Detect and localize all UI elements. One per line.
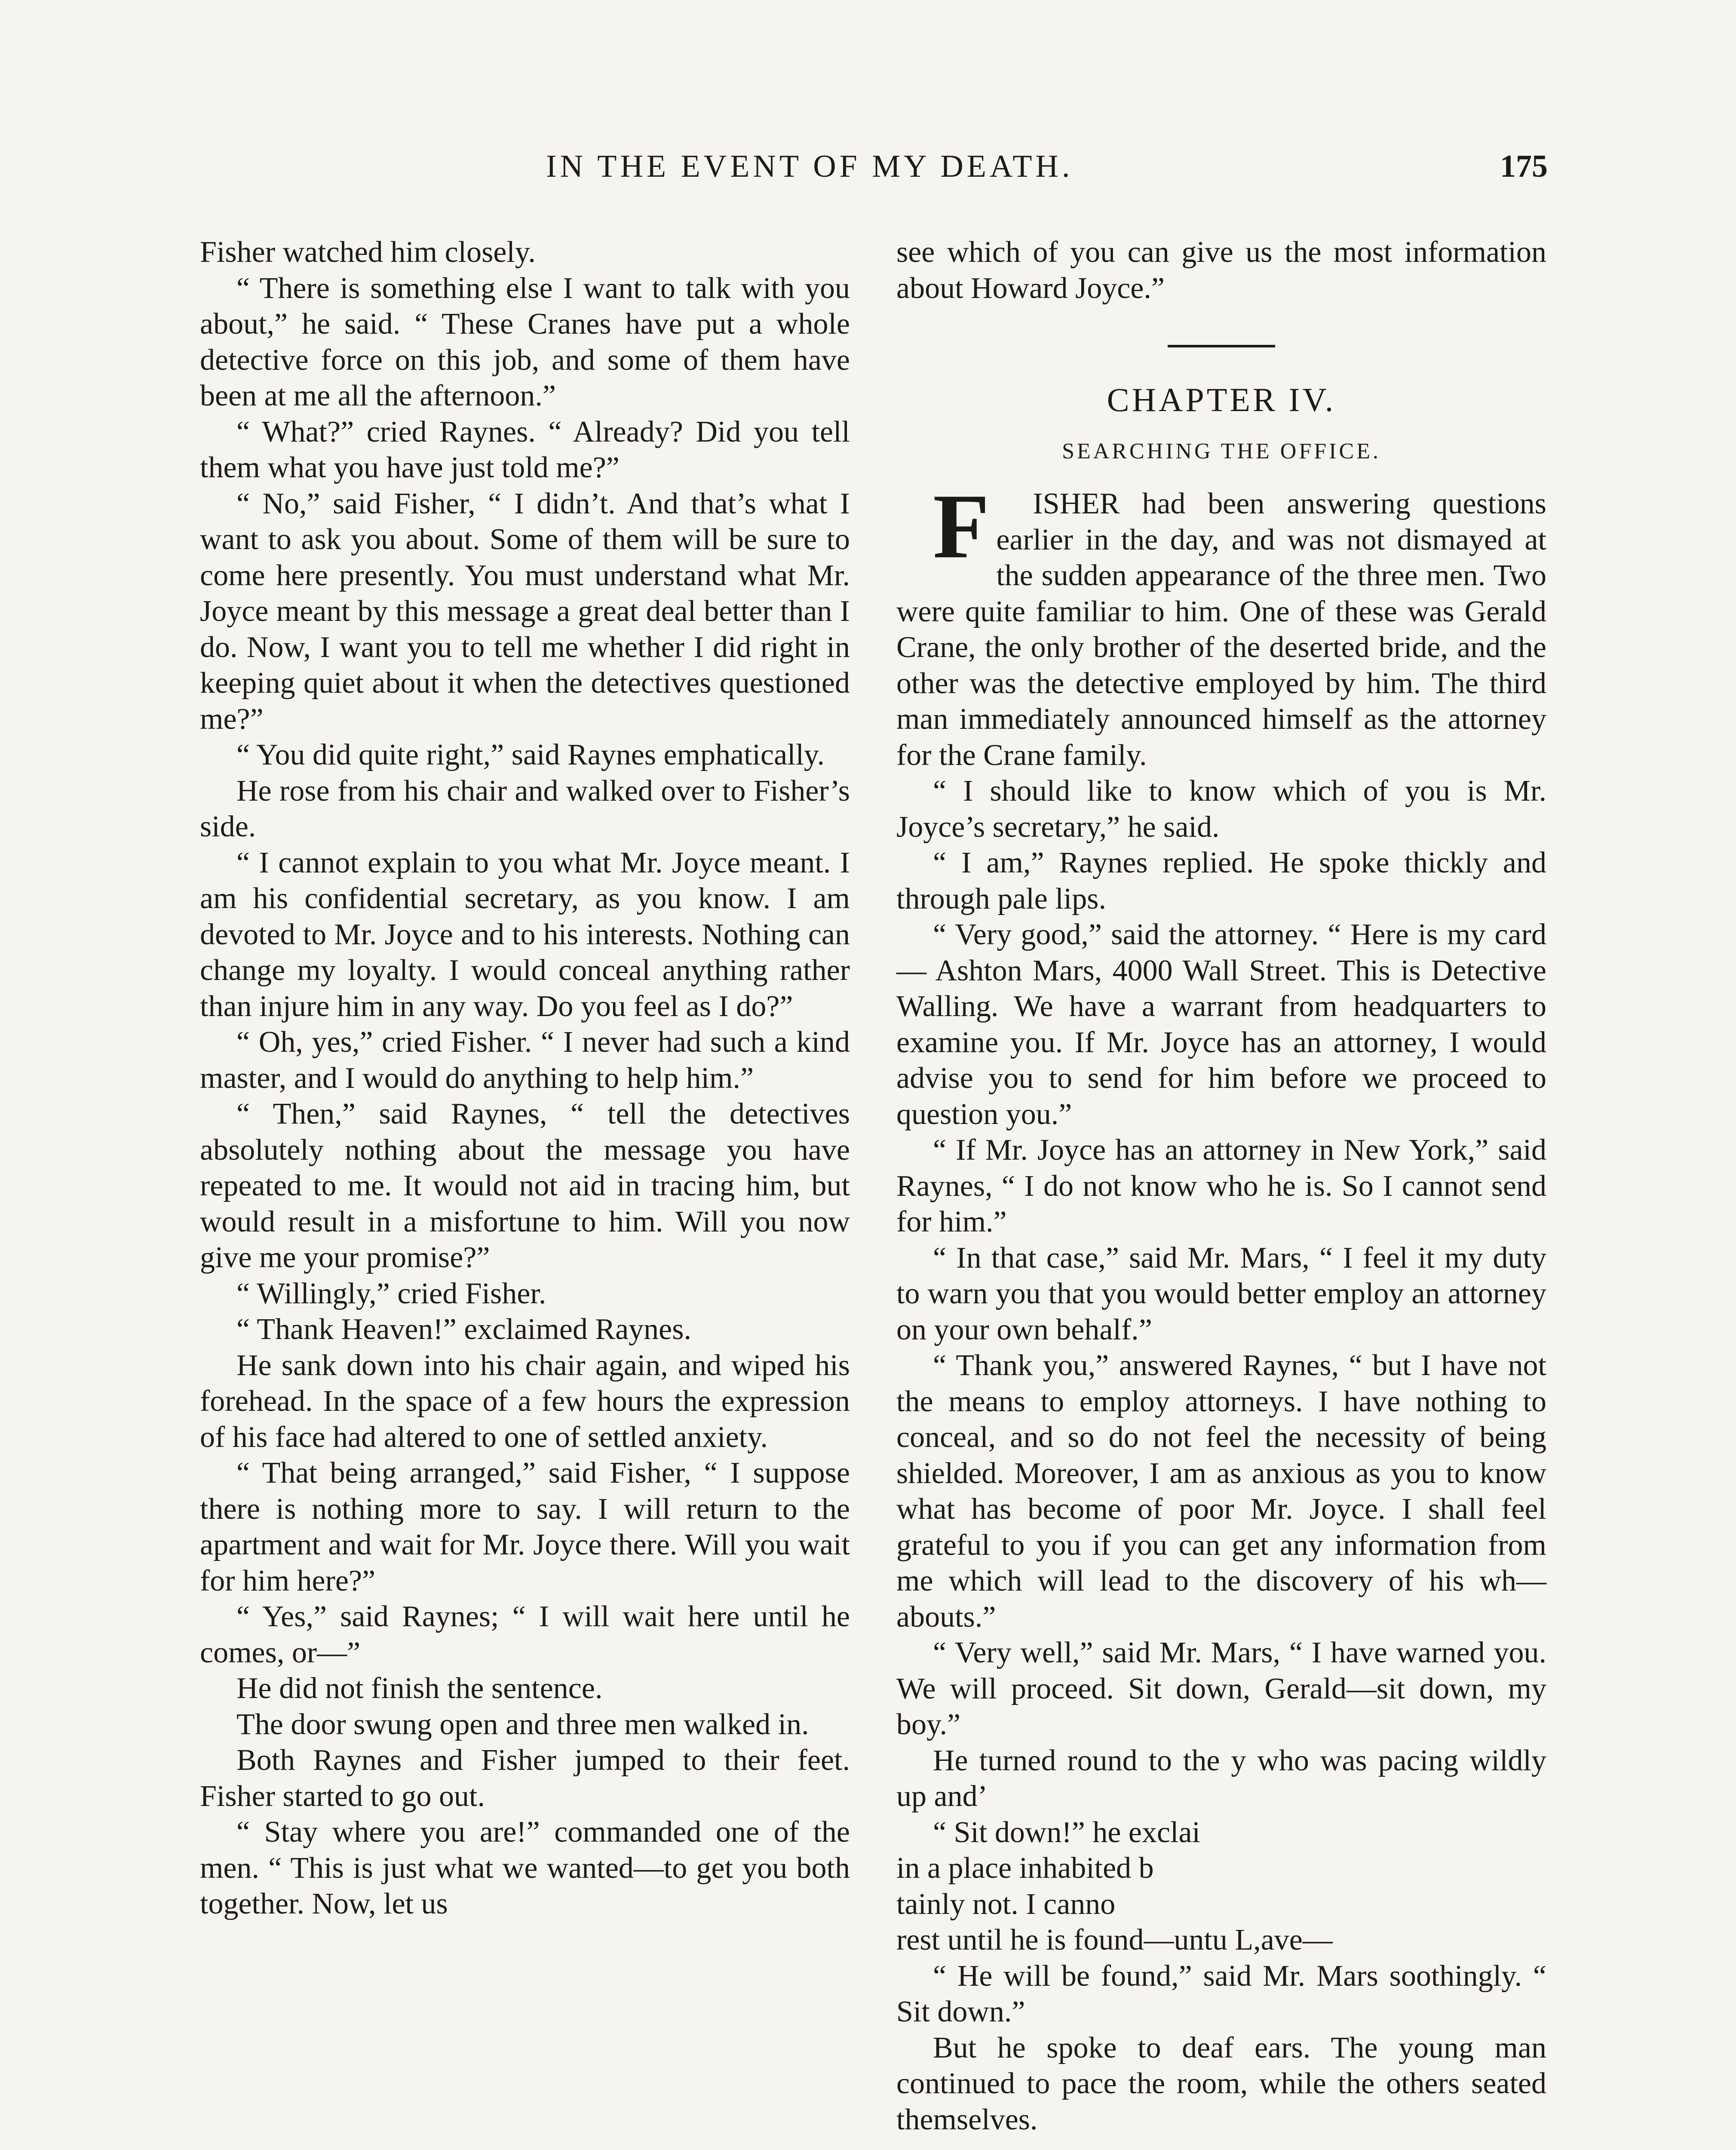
paragraph: He rose from his chair and walked over to Fisher’s side. — [200, 774, 850, 843]
paragraph: He did not finish the sentence. — [236, 1672, 603, 1705]
chapter-subtitle: SEARCHING THE OFFICE. — [1062, 439, 1381, 464]
paragraph: “ There is something else I want to talk with you about,” he said. “ These Cranes have put a whole detective force on this job, and some of them have been at me all the afternoon.” — [200, 271, 850, 412]
paragraph: “ Thank Heaven!” exclaimed Raynes. — [236, 1313, 691, 1346]
paragraph: “ Willingly,” cried Fisher. — [236, 1277, 546, 1310]
paragraph: The door swung open and three men walked in. — [236, 1708, 809, 1741]
paragraph: “ Stay where you are!” commanded one of the men. “ This is just what we wanted—to get you both together. Now, let us — [200, 1815, 850, 1920]
paragraph: “ What?” cried Raynes. “ Already? Did you tell them what you have just told me?” — [200, 415, 850, 484]
paragraph: “ You did quite right,” said Raynes emphatically. — [236, 738, 825, 771]
paragraph: Fisher watched him closely. — [200, 236, 536, 269]
paragraph: “ If Mr. Joyce has an attorney in New York,” said Raynes, “ I do not know who he is. So I cannot send for him.” — [896, 1133, 1546, 1238]
paragraph: “ He will be found,” said Mr. Mars soothingly. “ Sit down.” — [896, 1959, 1546, 2028]
chapter-opening-paragraph — [896, 475, 1546, 773]
paragraph: “ I should like to know which of you is Mr. Joyce’s secretary,” he said. — [896, 774, 1546, 844]
paragraph: “ I cannot explain to you what Mr. Joyce meant. I am his confidential secretary, as you know. I am devoted to Mr. Joyce and to his interests. Nothing can change my loyalty. I would conceal anything rather than injure him in any way. Do you feel as I do?” — [200, 846, 850, 1023]
paragraph: “ I am,” Raynes replied. He spoke thickly and through pale lips. — [896, 846, 1546, 915]
right-column — [896, 234, 1546, 2138]
opening-text: ISHER had been answering questions earlier in the day, and was not dismayed at the sudden appearance of the three men. Two were quite familiar to him. One of these was Gerald Crane, the only brother of the deserted bride, and the other was the detective employed by him. The third man immediately announced himself as the attorney for the Crane family. — [896, 487, 1546, 772]
paragraph: “ Yes,” said Raynes; “ I will wait here until he comes, or—” — [200, 1600, 850, 1669]
page-number: 175 — [1500, 149, 1548, 184]
paragraph: “ Thank you,” answered Raynes, “ but I have not the means to employ attorneys. I have nothing to conceal, and so do not feel the necessity of being shielded. Moreover, I am as anxious as you to know what has become of poor Mr. Joyce. I shall feel grateful to you if you can get any information from me which will lead to the discovery of his wh—abouts.” — [896, 1349, 1546, 1634]
paragraph: in a place inhabited b — [896, 1852, 1154, 1885]
chapter-title: CHAPTER IV. — [1107, 381, 1336, 418]
paragraph: “ Sit down!” he exclai — [933, 1815, 1201, 1849]
page-header — [198, 148, 1548, 191]
paragraph: rest until he is found—untu L,ave— — [896, 1923, 1333, 1956]
paragraph: But he spoke to deaf ears. The young man continued to pace the room, while the others seated themselves. — [896, 2031, 1546, 2136]
paragraph: He turned round to the y who was pacing wildly up and’ — [896, 1744, 1546, 1813]
paragraph: Both Raynes and Fisher jumped to their feet. Fisher started to go out. — [200, 1744, 850, 1813]
chapter-divider — [1168, 345, 1275, 347]
paragraph: “ Oh, yes,” cried Fisher. “ I never had such a kind master, and I would do anything to help him.” — [200, 1026, 850, 1095]
paragraph: He sank down into his chair again, and wiped his forehead. In the space of a few hours the expression of his face had altered to one of settled anxiety. — [200, 1348, 850, 1454]
paragraph: “ Then,” said Raynes, “ tell the detectives absolutely nothing about the message you have repeated to me. It would not aid in tracing him, but would result in a misfortune to him. Will you now give me your promise?” — [200, 1097, 850, 1274]
left-column — [200, 234, 850, 1922]
carryover-paragraph: see which of you can give us the most information about Howard Joyce.” — [896, 236, 1546, 305]
paragraph: “ In that case,” said Mr. Mars, “ I feel it my duty to warn you that you would better employ an attorney on your own behalf.” — [896, 1241, 1546, 1346]
paragraph: tainly not. I canno — [896, 1887, 1116, 1921]
drop-cap: F — [933, 475, 990, 577]
paragraph: “ Very well,” said Mr. Mars, “ I have warned you. We will proceed. Sit down, Gerald—sit down, my boy.” — [896, 1636, 1546, 1741]
running-title: IN THE EVENT OF MY DEATH. — [546, 149, 1073, 184]
paragraph: “ That being arranged,” said Fisher, “ I suppose there is nothing more to say. I will return to the apartment and wait for Mr. Joyce there. Will you wait for him here?” — [200, 1456, 850, 1597]
paragraph: “ No,” said Fisher, “ I didn’t. And that’s what I want to ask you about. Some of them will be sure to come here presently. You must understand what Mr. Joyce meant by this message a great deal better than I do. Now, I want you to tell me whether I did right in keeping quiet about it when the detectives questioned me?” — [200, 487, 850, 736]
paragraph: “ Very good,” said the attorney. “ Here is my card — Ashton Mars, 4000 Wall Street. This is Detective Walling. We have a warrant from headquarters to examine you. If Mr. Joyce has an attorney, I would advise you to send for him before we proceed to question you.” — [896, 918, 1546, 1131]
